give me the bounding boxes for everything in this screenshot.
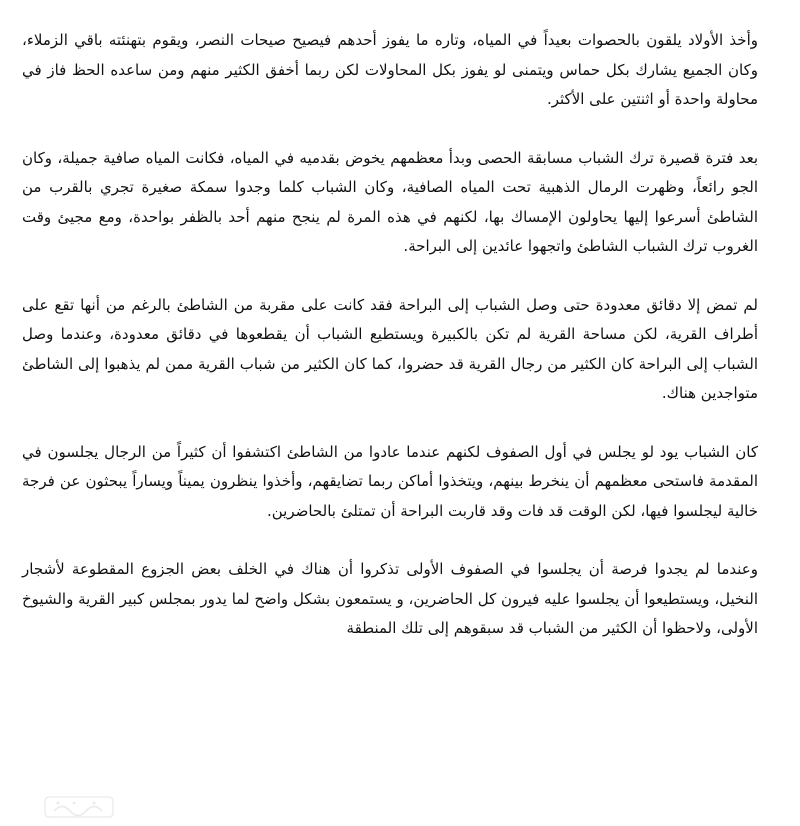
paragraph: وأخذ الأولاد يلقون بالحصوات بعيداً في المياه، وتاره ما يفوز أحدهم فيصيح صيحات النصر، ويقوم بتهنئته باقي الزملاء، وكان الجميع يشارك بكل حماس ويتمنى لو يفوز بكل المحاولات لكن ربما أخفق الكثير منهم ومن ساعده الحظ فاز في محاولة واحدة أو اثنتين على الأكثر.: [22, 31, 758, 108]
article-body: [22, 26, 758, 673]
paragraph: كان الشباب يود لو يجلس في أول الصفوف لكنهم عندما عادوا من الشاطئ اكتشفوا أن كثيراً من الرجال يجلسون في المقدمة فاستحى معظمهم أن ينخرط بينهم، ويتخذوا أماكن ربما تضايقهم، وأخذوا ينظرون يميناً ويساراً يبحثون عن فرجة خالية ليجلسوا فيها، لكن الوقت قد فات وقد قاربت البراحة أن تمتلئ بالحاضرين.: [22, 442, 758, 520]
paragraph: بعد فترة قصيرة ترك الشباب مسابقة الحصى وبدأ معظمهم يخوض بقدميه في المياه، فكانت المياه صافية جميلة، وكان الجو رائعاً، وظهرت الرمال الذهبية تحت المياه الصافية، وكان الشباب كلما وجدوا سمكة صغيرة تجري بالقرب من الشاطئ أسرعوا إليها يحاولون الإمساك بها، لكنهم في هذه المرة لم ينجح منهم أحد بالظفر بواحدة، ومع مجيئ وقت الغروب ترك الشباب الشاطئ واتجهوا عائدين إلى البراحة.: [22, 148, 758, 255]
paragraph: لم تمض إلا دقائق معدودة حتى وصل الشباب إلى البراحة فقد كانت على مقربة من الشاطئ بالرغم من أنها تقع على أطراف القرية، لكن مساحة القرية لم تكن بالكبيرة ويستطيع الشباب أن يقطعوها في دقائق معدودة، وعندما وصل الشباب إلى البراحة كان الكثير من رجال القرية قد حضروا، كما كان الكثير من شباب القرية ممن لم يذهبوا إلى الشاطئ متواجدين هناك.: [22, 295, 758, 402]
paragraph: وعندما لم يجدوا فرصة أن يجلسوا في الصفوف الأولى تذكروا أن هناك في الخلف بعض الجزوع المقطوعة لأشجار النخيل، ويستطيعوا أن يجلسوا عليه فيرون كل الحاضرين، و يستمعون بشكل واضح لما يدور بمجلس كبير القرية والشيوخ الأولى، ولاحظوا أن الكثير من الشباب قد سبقوهم إلى تلك المنطقة: [22, 560, 758, 637]
site-watermark-logo: [44, 794, 114, 820]
